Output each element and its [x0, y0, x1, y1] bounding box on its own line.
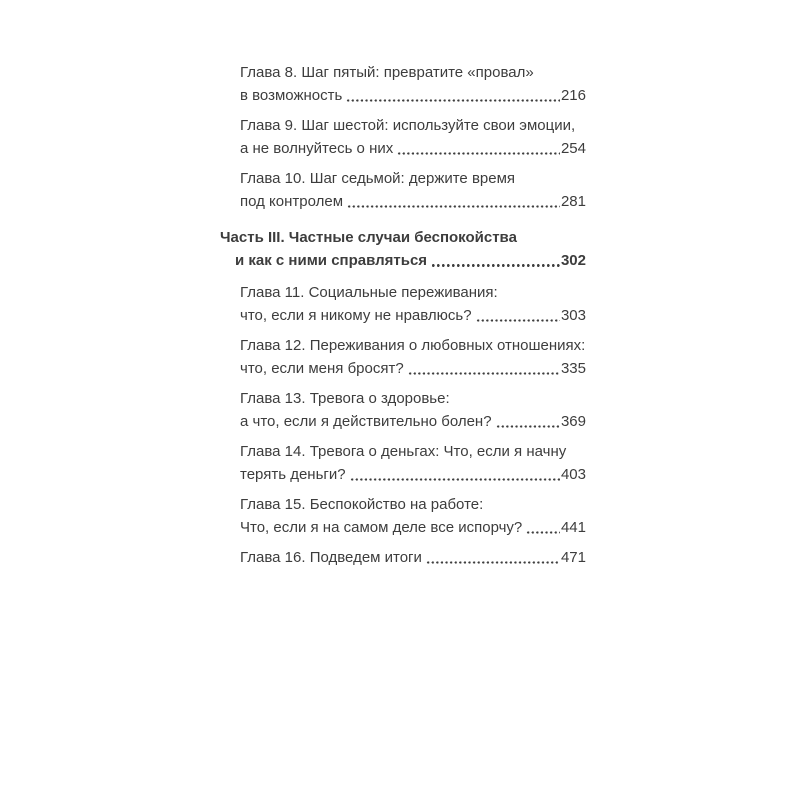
toc-entry-title-line2: а не волнуйтесь о них	[240, 140, 394, 157]
toc-entry-title-line1: Глава 15. Беспокойство на работе:	[240, 496, 484, 513]
toc-entry-chapter-9	[220, 114, 586, 160]
dot-leader	[526, 516, 560, 539]
toc-entry-page-number: 281	[560, 193, 586, 210]
toc-entry-page-number: 335	[560, 360, 586, 377]
toc-entry-title-line2: а что, если я действительно болен?	[240, 413, 492, 430]
toc-entry-chapter-11	[220, 281, 586, 327]
toc-entry-title-line2: что, если меня бросят?	[240, 360, 404, 377]
dot-leader	[476, 304, 560, 327]
toc-entry-page-number: 303	[560, 307, 586, 324]
toc-entry-title-line1: Глава 10. Шаг седьмой: держите время	[240, 170, 516, 187]
dot-leader	[346, 84, 560, 107]
dot-leader	[347, 190, 560, 213]
toc-entry-chapter-8	[220, 61, 586, 107]
toc-entry-part-3	[220, 226, 586, 272]
toc-part-heading-line1: Часть III. Частные случаи беспокойства	[220, 229, 517, 246]
toc-entry-title-line2: в возможность	[240, 87, 343, 104]
toc-entry-title-line2: под контролем	[240, 193, 344, 210]
toc-entry-title-line1: Глава 11. Социальные переживания:	[240, 284, 498, 301]
toc-entry-title-line2: терять деньги?	[240, 466, 346, 483]
dot-leader	[350, 463, 560, 486]
toc-entry-title-line1: Глава 9. Шаг шестой: используйте свои эмоции,	[240, 117, 576, 134]
toc-entry-page-number: 254	[560, 140, 586, 157]
toc-entry-chapter-10	[220, 167, 586, 213]
toc-entry-title-line1: Глава 13. Тревога о здоровье:	[240, 390, 450, 407]
toc-part-heading-line2: и как с ними справляться	[235, 252, 428, 269]
toc-entry-title-line2: Что, если я на самом деле все испорчу?	[240, 519, 523, 536]
toc-entry-page-number: 302	[560, 252, 586, 269]
toc-entry-title-line1: Глава 14. Тревога о деньгах: Что, если я начну	[240, 443, 567, 460]
toc-entry-chapter-13	[220, 387, 586, 433]
toc-entry-page-number: 441	[560, 519, 586, 536]
table-of-contents	[220, 61, 586, 576]
toc-entry-page-number: 403	[560, 466, 586, 483]
toc-entry-chapter-16	[220, 546, 586, 569]
dot-leader	[408, 357, 560, 380]
toc-entry-chapter-12	[220, 334, 586, 380]
toc-entry-title-line1: Глава 16. Подведем итоги	[240, 549, 422, 566]
toc-entry-page-number: 369	[560, 413, 586, 430]
toc-entry-page-number: 471	[560, 549, 586, 566]
dot-leader	[496, 410, 560, 433]
dot-leader	[397, 137, 560, 160]
toc-entry-chapter-14	[220, 440, 586, 486]
toc-entry-chapter-15	[220, 493, 586, 539]
dot-leader	[426, 546, 560, 569]
toc-entry-title-line1: Глава 12. Переживания о любовных отношениях:	[240, 337, 586, 354]
toc-entry-title-line1: Глава 8. Шаг пятый: превратите «провал»	[240, 64, 534, 81]
toc-entry-title-line2: что, если я никому не нравлюсь?	[240, 307, 472, 324]
toc-entry-page-number: 216	[560, 87, 586, 104]
dot-leader	[431, 249, 560, 272]
